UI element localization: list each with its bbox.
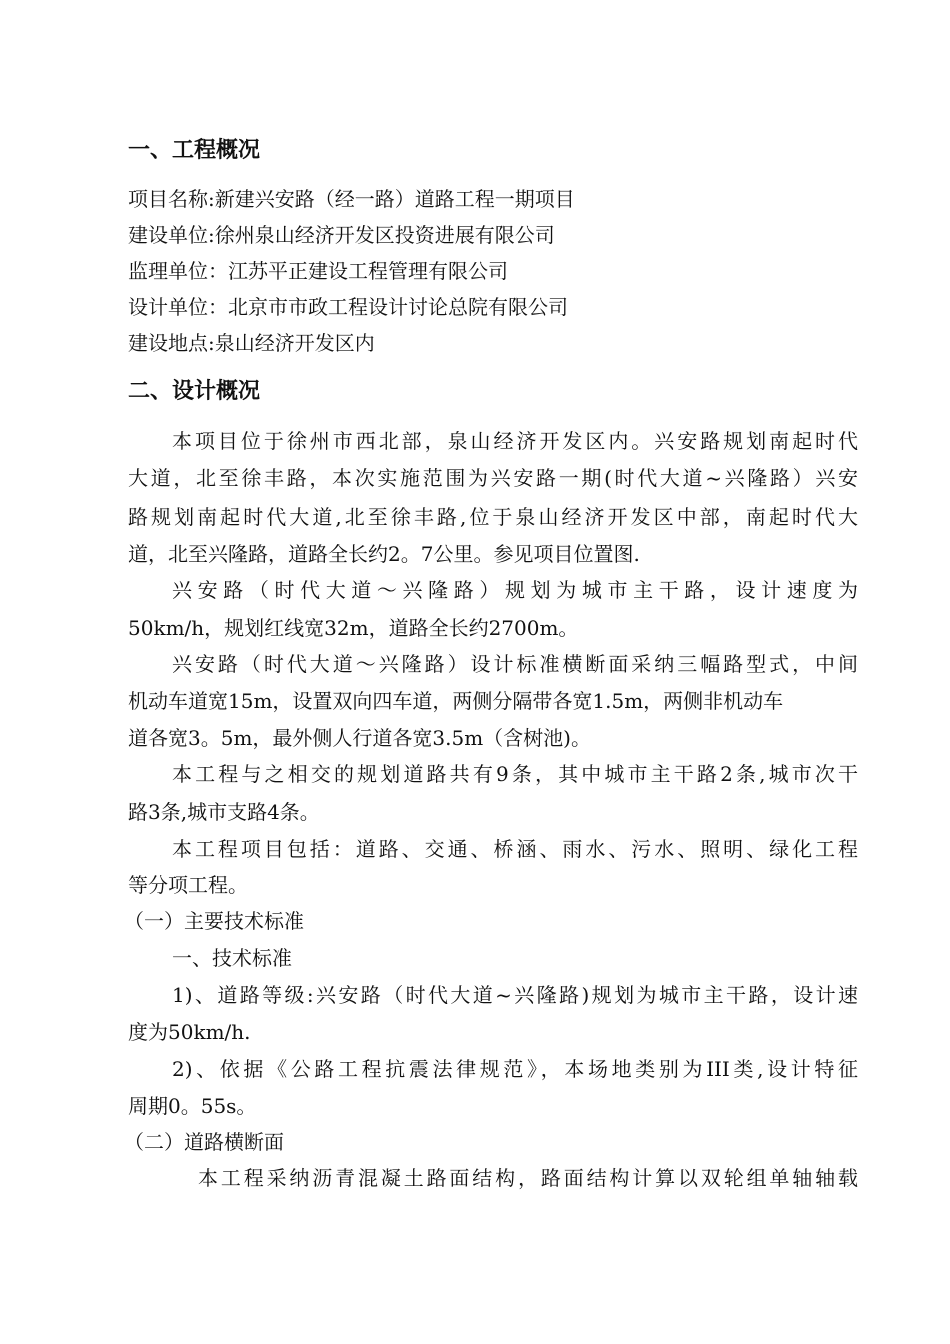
- paragraph-line: 本工程与之相交的规划道路共有9条，其中城市主干路2条,城市次干: [172, 762, 858, 786]
- section-heading-project-overview: 一、工程概况: [128, 138, 261, 163]
- subsection-heading-technical-standards: （一）主要技术标准: [124, 909, 304, 933]
- paragraph-line: 大道，北至徐丰路，本次实施范围为兴安路一期(时代大道~兴隆路）兴安: [128, 466, 858, 490]
- paragraph-line: 道，北至兴隆路，道路全长约2。7公里。参见项目位置图.: [128, 542, 640, 566]
- paragraph-line: 本工程项目包括：道路、交通、桥涵、雨水、污水、照明、绿化工程: [172, 837, 858, 861]
- paragraph-line: 50km/h，规划红线宽32m，道路全长约2700m。: [128, 616, 579, 640]
- list-item-line: 周期0。55s。: [128, 1094, 257, 1118]
- project-name-line: 项目名称:新建兴安路（经一路）道路工程一期项目: [128, 187, 575, 211]
- supervisor-line: 监理单位：江苏平正建设工程管理有限公司: [128, 259, 508, 283]
- list-item-line: 度为50km/h.: [128, 1020, 251, 1044]
- list-item-line: 1)、道路等级:兴安路（时代大道~兴隆路)规划为城市主干路，设计速: [172, 983, 858, 1007]
- paragraph-line: 本工程采纳沥青混凝土路面结构，路面结构计算以双轮组单轴轴载: [198, 1166, 858, 1190]
- paragraph-line: 兴安路（时代大道～兴隆路）设计标准横断面采纳三幅路型式，中间: [172, 652, 858, 676]
- paragraph-line: 兴安路（时代大道～兴隆路）规划为城市主干路，设计速度为: [172, 578, 858, 602]
- paragraph-line: 道各宽3。5m，最外侧人行道各宽3.5m（含树池)。: [128, 726, 591, 750]
- builder-line: 建设单位:徐州泉山经济开发区投资进展有限公司: [128, 223, 555, 247]
- paragraph-line: 路规划南起时代大道,北至徐丰路,位于泉山经济开发区中部，南起时代大: [128, 505, 858, 529]
- item-heading-technical-standards: 一、技术标准: [172, 946, 292, 970]
- location-line: 建设地点:泉山经济开发区内: [128, 331, 375, 355]
- list-item-line: 2)、依据《公路工程抗震法律规范》，本场地类别为III类,设计特征: [172, 1057, 858, 1081]
- paragraph-line: 路3条,城市支路4条。: [128, 800, 320, 824]
- paragraph-line: 机动车道宽15m，设置双向四车道，两侧分隔带各宽1.5m，两侧非机动车: [128, 689, 784, 713]
- section-heading-design-overview: 二、设计概况: [128, 379, 261, 404]
- paragraph-line: 本项目位于徐州市西北部，泉山经济开发区内。兴安路规划南起时代: [172, 429, 858, 453]
- paragraph-line: 等分项工程。: [128, 873, 248, 897]
- designer-line: 设计单位：北京市市政工程设计讨论总院有限公司: [128, 295, 568, 319]
- subsection-heading-road-cross-section: （二）道路横断面: [124, 1130, 284, 1154]
